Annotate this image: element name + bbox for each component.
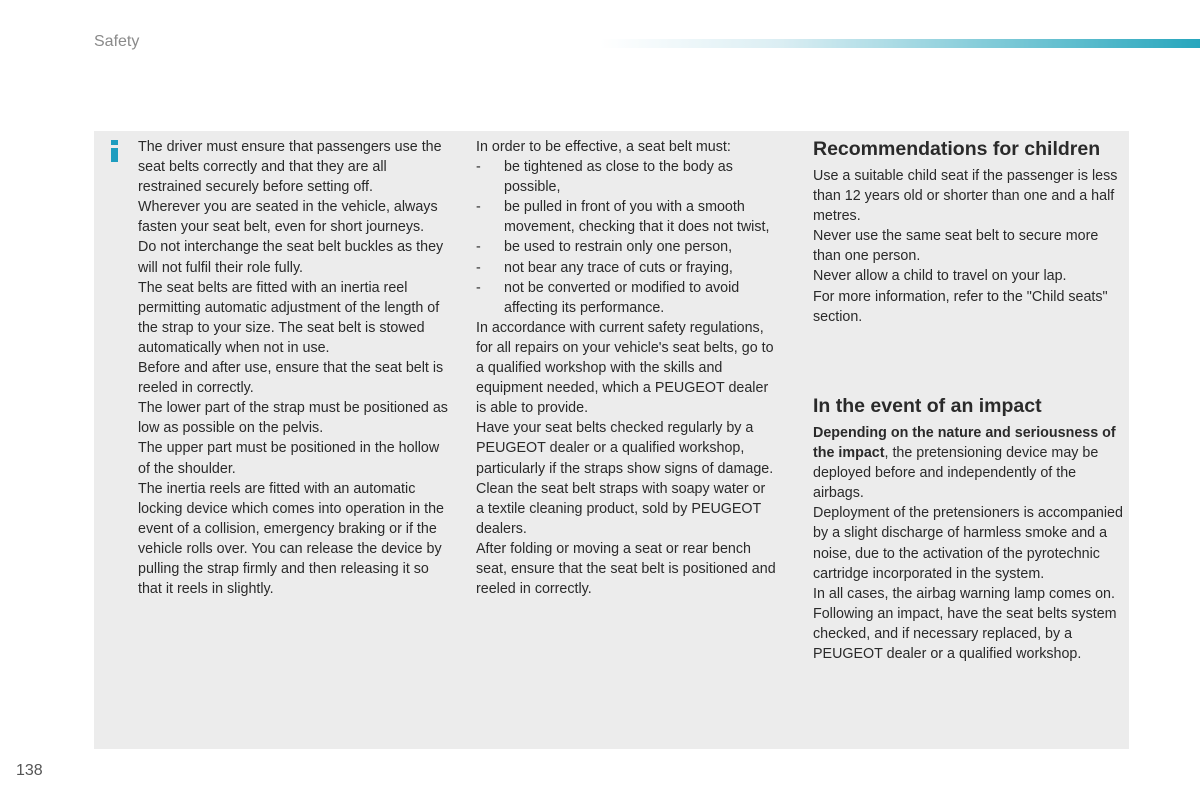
recommendations-body [813, 166, 1125, 327]
bullet-marker: - [476, 239, 481, 256]
impact-lead-bold: Depending on the nature and seriousness of the impact [813, 425, 1116, 462]
list-item [476, 157, 776, 197]
paragraph: Use a suitable child seat if the passenger is less than 12 years old or shorter than one and a half metres. [813, 168, 1118, 225]
page-number: 138 [16, 762, 43, 779]
paragraph: The lower part of the strap must be positioned as low as possible on the pelvis. [138, 400, 448, 437]
impact-lead-rest: , the pretensioning device may be deployed before and independently of the airbags. [813, 445, 1099, 502]
bullet-marker: - [476, 199, 481, 216]
section-label: Safety [94, 33, 140, 50]
recommendations-heading: Recommendations for children [813, 138, 1101, 160]
list-intro: In order to be effective, a seat belt must: [476, 139, 731, 155]
impact-heading: In the event of an impact [813, 395, 1042, 417]
list-item-text: be used to restrain only one person, [504, 239, 733, 256]
list-item [476, 258, 776, 278]
paragraph: In accordance with current safety regulations, for all repairs on your vehicle's seat belts, go to a qualified workshop with the skills and equipment needed, which a PEUGEOT dealer is able to provide. [476, 319, 774, 417]
list-item-text: be tightened as close to the body as possible, [504, 159, 733, 196]
list-item [476, 197, 776, 237]
paragraph: After folding or moving a seat or rear bench seat, ensure that the seat belt is positioned and reeled in correctly. [476, 540, 776, 598]
paragraph: Never use the same seat belt to secure more than one person. [813, 228, 1099, 265]
info-icon-dot [111, 140, 118, 145]
paragraph: Before and after use, ensure that the seat belt is reeled in correctly. [138, 360, 444, 397]
paragraph: The seat belts are fitted with an inertia reel permitting automatic adjustment of the length of the strap to your size. The seat belt is stowed automatically when not in use. [138, 279, 440, 356]
paragraph: Never allow a child to travel on your lap. [813, 268, 1067, 285]
paragraph: Clean the seat belt straps with soapy water or a textile cleaning product, sold by PEUGEOT dealers. [476, 480, 766, 537]
info-column [138, 137, 450, 599]
list-item [476, 278, 776, 318]
requirements-column [476, 137, 776, 599]
bullet-marker: - [476, 259, 481, 276]
list-item [476, 237, 776, 257]
paragraph: The inertia reels are fitted with an automatic locking device which comes into operation in the event of a collision, emergency braking or if the vehicle rolls over. You can release the device by pulling the strap firmly and then releasing it so that it reels in slightly. [138, 480, 444, 598]
list-item-text: be pulled in front of you with a smooth movement, checking that it does not twist, [504, 199, 770, 236]
info-icon [109, 140, 119, 162]
paragraph: Have your seat belts checked regularly by a PEUGEOT dealer or a qualified workshop, particularly if the straps show signs of damage. [476, 420, 774, 477]
impact-body [813, 423, 1125, 664]
info-icon-stem [111, 148, 118, 162]
paragraph: The driver must ensure that passengers use the seat belts correctly and that they are all restrained securely before setting off. [138, 139, 442, 196]
requirements-list [476, 157, 776, 318]
paragraph: Do not interchange the seat belt buckles as they will not fulfil their role fully. [138, 239, 444, 276]
paragraph: Following an impact, have the seat belts system checked, and if necessary replaced, by a PEUGEOT dealer or a qualified workshop. [813, 605, 1117, 663]
header-accent-bar [600, 39, 1200, 48]
paragraph: The upper part must be positioned in the hollow of the shoulder. [138, 440, 440, 477]
paragraph: Wherever you are seated in the vehicle, always fasten your seat belt, even for short journeys. [138, 199, 438, 236]
bullet-marker: - [476, 279, 481, 296]
bullet-marker: - [476, 159, 481, 176]
impact-lead [813, 423, 1125, 503]
list-item-text: not be converted or modified to avoid affecting its performance. [504, 279, 740, 316]
paragraph: Deployment of the pretensioners is accompanied by a slight discharge of harmless smoke and a noise, due to the activation of the pyrotechnic cartridge incorporated in the system. [813, 505, 1123, 582]
paragraph: In all cases, the airbag warning lamp comes on. [813, 585, 1115, 602]
paragraph: For more information, refer to the "Child seats" section. [813, 288, 1108, 325]
list-item-text: not bear any trace of cuts or fraying, [504, 259, 733, 276]
